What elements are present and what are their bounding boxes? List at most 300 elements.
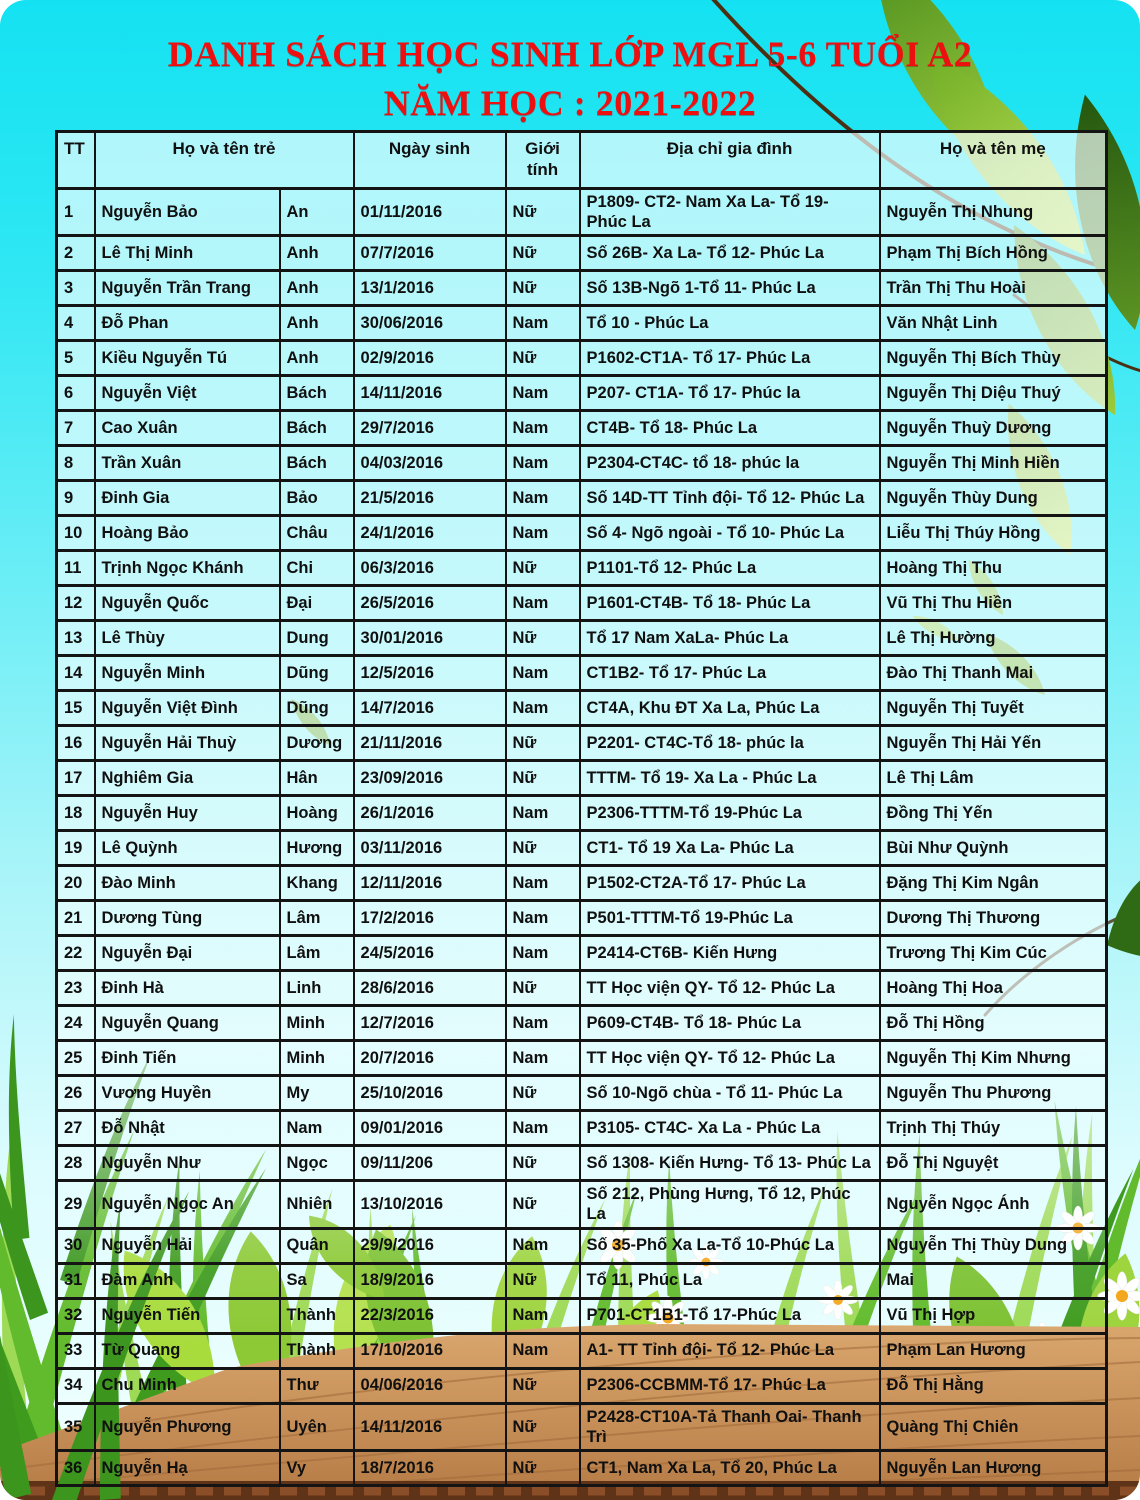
cell-gender: Nữ <box>506 189 580 236</box>
cell-address: P2304-CT4C- tổ 18- phúc la <box>580 446 880 481</box>
cell-dob: 25/10/2016 <box>354 1076 506 1111</box>
cell-tt: 10 <box>57 516 95 551</box>
cell-address: P1601-CT4B- Tổ 18- Phúc La <box>580 586 880 621</box>
cell-given_name: Minh <box>280 1041 354 1076</box>
cell-gender: Nam <box>506 586 580 621</box>
cell-gender: Nữ <box>506 621 580 656</box>
cell-given_name: Bảo <box>280 481 354 516</box>
cell-family_name: Nguyễn Quốc <box>95 586 280 621</box>
cell-address: P1809- CT2- Nam Xa La- Tổ 19- Phúc La <box>580 189 880 236</box>
cell-family_name: Vương Huyền <box>95 1076 280 1111</box>
cell-mother_name: Đặng Thị Kim Ngân <box>880 866 1107 901</box>
cell-dob: 07/7/2016 <box>354 236 506 271</box>
header-name: Họ và tên trẻ <box>95 132 354 189</box>
table-row <box>57 726 1107 761</box>
table-row <box>57 1333 1107 1368</box>
cell-tt: 1 <box>57 189 95 236</box>
table-row <box>57 446 1107 481</box>
cell-gender: Nam <box>506 481 580 516</box>
cell-address: CT4B- Tổ 18- Phúc La <box>580 411 880 446</box>
cell-dob: 13/1/2016 <box>354 271 506 306</box>
table-row <box>57 481 1107 516</box>
cell-dob: 29/7/2016 <box>354 411 506 446</box>
cell-mother_name: Mai <box>880 1263 1107 1298</box>
cell-given_name: Anh <box>280 271 354 306</box>
cell-family_name: Trần Xuân <box>95 446 280 481</box>
cell-given_name: Nhiên <box>280 1181 354 1228</box>
cell-mother_name: Nguyễn Thị Hải Yến <box>880 726 1107 761</box>
cell-tt: 4 <box>57 306 95 341</box>
cell-tt: 9 <box>57 481 95 516</box>
cell-family_name: Nguyễn Hải <box>95 1228 280 1263</box>
cell-address: CT1- Tổ 19 Xa La- Phúc La <box>580 831 880 866</box>
cell-dob: 29/9/2016 <box>354 1228 506 1263</box>
cell-given_name: Thư <box>280 1368 354 1403</box>
cell-address: Số 212, Phùng Hưng, Tổ 12, Phúc La <box>580 1181 880 1228</box>
cell-family_name: Nguyễn Hải Thuỳ <box>95 726 280 761</box>
cell-address: Số 14D-TT Tỉnh đội- Tổ 12- Phúc La <box>580 481 880 516</box>
cell-mother_name: Dương Thị Thương <box>880 901 1107 936</box>
cell-family_name: Lê Thùy <box>95 621 280 656</box>
cell-mother_name: Trương Thị Kim Cúc <box>880 936 1107 971</box>
table-row <box>57 516 1107 551</box>
cell-tt: 11 <box>57 551 95 586</box>
cell-family_name: Lê Quỳnh <box>95 831 280 866</box>
table-row <box>57 1006 1107 1041</box>
cell-mother_name: Đỗ Thị Hằng <box>880 1368 1107 1403</box>
table-row <box>57 971 1107 1006</box>
cell-mother_name: Văn Nhật Linh <box>880 306 1107 341</box>
cell-address: TT Học viện QY- Tổ 12- Phúc La <box>580 1041 880 1076</box>
table-row <box>57 306 1107 341</box>
cell-family_name: Đinh Gia <box>95 481 280 516</box>
cell-given_name: Dương <box>280 726 354 761</box>
cell-family_name: Nguyễn Phương <box>95 1403 280 1450</box>
cell-family_name: Dương Tùng <box>95 901 280 936</box>
cell-gender: Nam <box>506 901 580 936</box>
cell-address: Tổ 17 Nam XaLa- Phúc La <box>580 621 880 656</box>
cell-gender: Nam <box>506 376 580 411</box>
cell-family_name: Chu Minh <box>95 1368 280 1403</box>
cell-tt: 17 <box>57 761 95 796</box>
cell-address: P3105- CT4C- Xa La - Phúc La <box>580 1111 880 1146</box>
cell-gender: Nữ <box>506 341 580 376</box>
cell-given_name: Vy <box>280 1450 354 1485</box>
cell-dob: 21/5/2016 <box>354 481 506 516</box>
cell-mother_name: Nguyễn Thuỳ Dương <box>880 411 1107 446</box>
student-table-body <box>57 189 1107 1486</box>
cell-tt: 13 <box>57 621 95 656</box>
cell-mother_name: Lê Thị Lâm <box>880 761 1107 796</box>
cell-given_name: Minh <box>280 1006 354 1041</box>
cell-tt: 36 <box>57 1450 95 1485</box>
cell-family_name: Đinh Hà <box>95 971 280 1006</box>
cell-family_name: Nguyễn Minh <box>95 656 280 691</box>
cell-tt: 32 <box>57 1298 95 1333</box>
table-row <box>57 1181 1107 1228</box>
cell-given_name: Quân <box>280 1228 354 1263</box>
table-row <box>57 341 1107 376</box>
table-row <box>57 1450 1107 1485</box>
table-row <box>57 1228 1107 1263</box>
cell-dob: 18/7/2016 <box>354 1450 506 1485</box>
cell-tt: 5 <box>57 341 95 376</box>
cell-family_name: Kiều Nguyễn Tú <box>95 341 280 376</box>
cell-address: P2428-CT10A-Tả Thanh Oai- Thanh Trì <box>580 1403 880 1450</box>
cell-family_name: Đinh Tiến <box>95 1041 280 1076</box>
cell-gender: Nữ <box>506 1263 580 1298</box>
cell-tt: 23 <box>57 971 95 1006</box>
header-dob: Ngày sinh <box>354 132 506 189</box>
cell-mother_name: Nguyễn Thu Phương <box>880 1076 1107 1111</box>
cell-tt: 8 <box>57 446 95 481</box>
cell-given_name: Hân <box>280 761 354 796</box>
cell-tt: 19 <box>57 831 95 866</box>
cell-given_name: Chi <box>280 551 354 586</box>
cell-dob: 26/5/2016 <box>354 586 506 621</box>
cell-dob: 06/3/2016 <box>354 551 506 586</box>
cell-mother_name: Đỗ Thị Nguyệt <box>880 1146 1107 1181</box>
cell-family_name: Nguyễn Việt <box>95 376 280 411</box>
cell-gender: Nam <box>506 936 580 971</box>
cell-address: Số 26B- Xa La- Tổ 12- Phúc La <box>580 236 880 271</box>
cell-dob: 12/7/2016 <box>354 1006 506 1041</box>
cell-given_name: Anh <box>280 306 354 341</box>
cell-gender: Nam <box>506 691 580 726</box>
cell-family_name: Nguyễn Hạ <box>95 1450 280 1485</box>
cell-dob: 22/3/2016 <box>354 1298 506 1333</box>
cell-dob: 28/6/2016 <box>354 971 506 1006</box>
header-row <box>57 132 1107 189</box>
table-row <box>57 189 1107 236</box>
cell-mother_name: Vũ Thị Hợp <box>880 1298 1107 1333</box>
student-table <box>55 130 1108 1487</box>
cell-gender: Nam <box>506 306 580 341</box>
cell-given_name: Đại <box>280 586 354 621</box>
cell-gender: Nam <box>506 516 580 551</box>
cell-mother_name: Liễu Thị Thúy Hồng <box>880 516 1107 551</box>
cell-gender: Nam <box>506 1298 580 1333</box>
cell-family_name: Trịnh Ngọc Khánh <box>95 551 280 586</box>
cell-tt: 3 <box>57 271 95 306</box>
cell-dob: 20/7/2016 <box>354 1041 506 1076</box>
table-row <box>57 936 1107 971</box>
cell-tt: 6 <box>57 376 95 411</box>
cell-tt: 35 <box>57 1403 95 1450</box>
cell-address: Số 13B-Ngõ 1-Tổ 11- Phúc La <box>580 271 880 306</box>
cell-given_name: Thành <box>280 1333 354 1368</box>
table-row <box>57 656 1107 691</box>
cell-tt: 12 <box>57 586 95 621</box>
cell-dob: 02/9/2016 <box>354 341 506 376</box>
table-row <box>57 1111 1107 1146</box>
table-row <box>57 621 1107 656</box>
cell-mother_name: Nguyễn Thị Nhung <box>880 189 1107 236</box>
table-row <box>57 1076 1107 1111</box>
cell-address: P2414-CT6B- Kiến Hưng <box>580 936 880 971</box>
cell-address: P609-CT4B- Tổ 18- Phúc La <box>580 1006 880 1041</box>
table-row <box>57 1263 1107 1298</box>
cell-address: Tổ 10 - Phúc La <box>580 306 880 341</box>
cell-address: P2306-TTTM-Tổ 19-Phúc La <box>580 796 880 831</box>
cell-mother_name: Nguyễn Thị Tuyết <box>880 691 1107 726</box>
cell-mother_name: Lê Thị Hường <box>880 621 1107 656</box>
cell-family_name: Nguyễn Quang <box>95 1006 280 1041</box>
header-mother: Họ và tên mẹ <box>880 132 1107 189</box>
cell-address: Số 35-Phố Xa La-Tổ 10-Phúc La <box>580 1228 880 1263</box>
cell-dob: 26/1/2016 <box>354 796 506 831</box>
cell-gender: Nam <box>506 446 580 481</box>
cell-given_name: An <box>280 189 354 236</box>
cell-address: P2306-CCBMM-Tổ 17- Phúc La <box>580 1368 880 1403</box>
cell-tt: 25 <box>57 1041 95 1076</box>
cell-given_name: Ngọc <box>280 1146 354 1181</box>
cell-family_name: Đỗ Nhật <box>95 1111 280 1146</box>
cell-given_name: My <box>280 1076 354 1111</box>
cell-address: P1602-CT1A- Tổ 17- Phúc La <box>580 341 880 376</box>
cell-tt: 21 <box>57 901 95 936</box>
cell-gender: Nam <box>506 1006 580 1041</box>
cell-dob: 21/11/2016 <box>354 726 506 761</box>
page-title <box>0 30 1140 127</box>
cell-address: P207- CT1A- Tổ 17- Phúc la <box>580 376 880 411</box>
cell-gender: Nữ <box>506 236 580 271</box>
cell-given_name: Lâm <box>280 901 354 936</box>
cell-given_name: Linh <box>280 971 354 1006</box>
cell-dob: 13/10/2016 <box>354 1181 506 1228</box>
cell-tt: 33 <box>57 1333 95 1368</box>
cell-gender: Nam <box>506 1041 580 1076</box>
cell-family_name: Đỗ Phan <box>95 306 280 341</box>
cell-family_name: Từ Quang <box>95 1333 280 1368</box>
cell-gender: Nam <box>506 796 580 831</box>
cell-address: CT1B2- Tổ 17- Phúc La <box>580 656 880 691</box>
cell-given_name: Châu <box>280 516 354 551</box>
cell-tt: 22 <box>57 936 95 971</box>
cell-gender: Nữ <box>506 761 580 796</box>
cell-address: P2201- CT4C-Tổ 18- phúc la <box>580 726 880 761</box>
cell-tt: 28 <box>57 1146 95 1181</box>
header-gender: Giới tính <box>506 132 580 189</box>
cell-given_name: Nam <box>280 1111 354 1146</box>
cell-gender: Nữ <box>506 1146 580 1181</box>
cell-tt: 27 <box>57 1111 95 1146</box>
cell-address: P701-CT1B1-Tổ 17-Phúc La <box>580 1298 880 1333</box>
cell-family_name: Nguyễn Huy <box>95 796 280 831</box>
cell-address: Số 1308- Kiến Hưng- Tổ 13- Phúc La <box>580 1146 880 1181</box>
table-row <box>57 586 1107 621</box>
cell-tt: 30 <box>57 1228 95 1263</box>
cell-mother_name: Nguyễn Thị Diệu Thuý <box>880 376 1107 411</box>
cell-address: P1502-CT2A-Tổ 17- Phúc La <box>580 866 880 901</box>
table-row <box>57 831 1107 866</box>
cell-dob: 24/5/2016 <box>354 936 506 971</box>
cell-gender: Nữ <box>506 271 580 306</box>
cell-family_name: Nguyễn Trần Trang <box>95 271 280 306</box>
table-row <box>57 1041 1107 1076</box>
cell-gender: Nữ <box>506 1076 580 1111</box>
cell-dob: 17/2/2016 <box>354 901 506 936</box>
cell-gender: Nữ <box>506 1403 580 1450</box>
header-address: Địa chỉ gia đình <box>580 132 880 189</box>
cell-tt: 18 <box>57 796 95 831</box>
cell-family_name: Đàm Anh <box>95 1263 280 1298</box>
cell-dob: 09/01/2016 <box>354 1111 506 1146</box>
cell-gender: Nữ <box>506 971 580 1006</box>
table-row <box>57 411 1107 446</box>
cell-address: CT4A, Khu ĐT Xa La, Phúc La <box>580 691 880 726</box>
cell-mother_name: Đỗ Thị Hồng <box>880 1006 1107 1041</box>
cell-mother_name: Nguyễn Lan Hương <box>880 1450 1107 1485</box>
cell-gender: Nữ <box>506 1181 580 1228</box>
cell-family_name: Nghiêm Gia <box>95 761 280 796</box>
cell-address: CT1, Nam Xa La, Tổ 20, Phúc La <box>580 1450 880 1485</box>
cell-address: P1101-Tổ 12- Phúc La <box>580 551 880 586</box>
cell-family_name: Lê Thị Minh <box>95 236 280 271</box>
cell-family_name: Đào Minh <box>95 866 280 901</box>
cell-tt: 15 <box>57 691 95 726</box>
cell-given_name: Dung <box>280 621 354 656</box>
cell-given_name: Dũng <box>280 691 354 726</box>
cell-address: Tổ 11, Phúc La <box>580 1263 880 1298</box>
cell-given_name: Hương <box>280 831 354 866</box>
cell-given_name: Uyên <box>280 1403 354 1450</box>
cell-tt: 29 <box>57 1181 95 1228</box>
cell-tt: 16 <box>57 726 95 761</box>
cell-address: Số 4- Ngõ ngoài - Tổ 10- Phúc La <box>580 516 880 551</box>
cell-dob: 04/06/2016 <box>354 1368 506 1403</box>
cell-mother_name: Nguyễn Thị Bích Thùy <box>880 341 1107 376</box>
cell-mother_name: Nguyễn Thị Thùy Dung <box>880 1228 1107 1263</box>
table-row <box>57 1368 1107 1403</box>
cell-family_name: Nguyễn Như <box>95 1146 280 1181</box>
cell-mother_name: Đồng Thị Yến <box>880 796 1107 831</box>
cell-mother_name: Phạm Thị Bích Hồng <box>880 236 1107 271</box>
cell-dob: 09/11/206 <box>354 1146 506 1181</box>
cell-dob: 03/11/2016 <box>354 831 506 866</box>
cell-dob: 04/03/2016 <box>354 446 506 481</box>
cell-given_name: Khang <box>280 866 354 901</box>
cell-dob: 14/11/2016 <box>354 376 506 411</box>
cell-given_name: Thành <box>280 1298 354 1333</box>
cell-gender: Nam <box>506 1228 580 1263</box>
cell-tt: 24 <box>57 1006 95 1041</box>
table-row <box>57 236 1107 271</box>
cell-dob: 12/5/2016 <box>354 656 506 691</box>
cell-dob: 23/09/2016 <box>354 761 506 796</box>
cell-dob: 01/11/2016 <box>354 189 506 236</box>
cell-dob: 14/11/2016 <box>354 1403 506 1450</box>
cell-gender: Nữ <box>506 1450 580 1485</box>
cell-gender: Nam <box>506 656 580 691</box>
table-row <box>57 376 1107 411</box>
cell-given_name: Bách <box>280 411 354 446</box>
cell-mother_name: Nguyễn Thị Minh Hiền <box>880 446 1107 481</box>
table-row <box>57 761 1107 796</box>
cell-gender: Nam <box>506 411 580 446</box>
cell-mother_name: Nguyễn Thị Kim Nhưng <box>880 1041 1107 1076</box>
table-row <box>57 796 1107 831</box>
cell-mother_name: Nguyễn Ngọc Ánh <box>880 1181 1107 1228</box>
cell-address: P501-TTTM-Tổ 19-Phúc La <box>580 901 880 936</box>
cell-dob: 12/11/2016 <box>354 866 506 901</box>
cell-dob: 30/01/2016 <box>354 621 506 656</box>
cell-family_name: Nguyễn Bảo <box>95 189 280 236</box>
title-line-2: NĂM HỌC : 2021-2022 <box>383 82 757 123</box>
table-row <box>57 1146 1107 1181</box>
cell-mother_name: Bùi Như Quỳnh <box>880 831 1107 866</box>
cell-gender: Nữ <box>506 551 580 586</box>
cell-gender: Nữ <box>506 1368 580 1403</box>
cell-dob: 18/9/2016 <box>354 1263 506 1298</box>
cell-gender: Nữ <box>506 726 580 761</box>
cell-mother_name: Nguyễn Thùy Dung <box>880 481 1107 516</box>
table-row <box>57 551 1107 586</box>
cell-mother_name: Trần Thị Thu Hoài <box>880 271 1107 306</box>
cell-given_name: Hoàng <box>280 796 354 831</box>
cell-mother_name: Hoàng Thị Thu <box>880 551 1107 586</box>
cell-gender: Nữ <box>506 831 580 866</box>
cell-dob: 17/10/2016 <box>354 1333 506 1368</box>
cell-address: TT Học viện QY- Tổ 12- Phúc La <box>580 971 880 1006</box>
cell-mother_name: Trịnh Thị Thúy <box>880 1111 1107 1146</box>
cell-mother_name: Hoàng Thị Hoa <box>880 971 1107 1006</box>
cell-tt: 26 <box>57 1076 95 1111</box>
cell-dob: 14/7/2016 <box>354 691 506 726</box>
cell-given_name: Anh <box>280 341 354 376</box>
cell-given_name: Bách <box>280 376 354 411</box>
table-row <box>57 901 1107 936</box>
cell-family_name: Nguyễn Việt Đình <box>95 691 280 726</box>
cell-gender: Nam <box>506 866 580 901</box>
table-row <box>57 1403 1107 1450</box>
cell-family_name: Nguyễn Tiến <box>95 1298 280 1333</box>
cell-given_name: Sa <box>280 1263 354 1298</box>
cell-dob: 30/06/2016 <box>354 306 506 341</box>
cell-family_name: Cao Xuân <box>95 411 280 446</box>
table-row <box>57 866 1107 901</box>
cell-mother_name: Đào Thị Thanh Mai <box>880 656 1107 691</box>
cell-address: TTTM- Tổ 19- Xa La - Phúc La <box>580 761 880 796</box>
table-row <box>57 1298 1107 1333</box>
cell-given_name: Dũng <box>280 656 354 691</box>
cell-mother_name: Quàng Thị Chiên <box>880 1403 1107 1450</box>
cell-tt: 20 <box>57 866 95 901</box>
table-row <box>57 691 1107 726</box>
cell-address: Số 10-Ngõ chùa - Tổ 11- Phúc La <box>580 1076 880 1111</box>
cell-mother_name: Phạm Lan Hương <box>880 1333 1107 1368</box>
title-line-1: DANH SÁCH HỌC SINH LỚP MGL 5-6 TUỔI A2 <box>167 34 973 74</box>
cell-family_name: Hoàng Bảo <box>95 516 280 551</box>
cell-family_name: Nguyễn Đại <box>95 936 280 971</box>
cell-given_name: Lâm <box>280 936 354 971</box>
cell-family_name: Nguyễn Ngọc An <box>95 1181 280 1228</box>
cell-address: A1- TT Tỉnh đội- Tổ 12- Phúc La <box>580 1333 880 1368</box>
cell-given_name: Anh <box>280 236 354 271</box>
cell-gender: Nam <box>506 1111 580 1146</box>
table-row <box>57 271 1107 306</box>
cell-tt: 7 <box>57 411 95 446</box>
cell-tt: 14 <box>57 656 95 691</box>
cell-mother_name: Vũ Thị Thu Hiền <box>880 586 1107 621</box>
cell-given_name: Bách <box>280 446 354 481</box>
cell-gender: Nam <box>506 1333 580 1368</box>
cell-tt: 34 <box>57 1368 95 1403</box>
header-tt: TT <box>57 132 95 189</box>
cell-dob: 24/1/2016 <box>354 516 506 551</box>
cell-tt: 31 <box>57 1263 95 1298</box>
cell-tt: 2 <box>57 236 95 271</box>
